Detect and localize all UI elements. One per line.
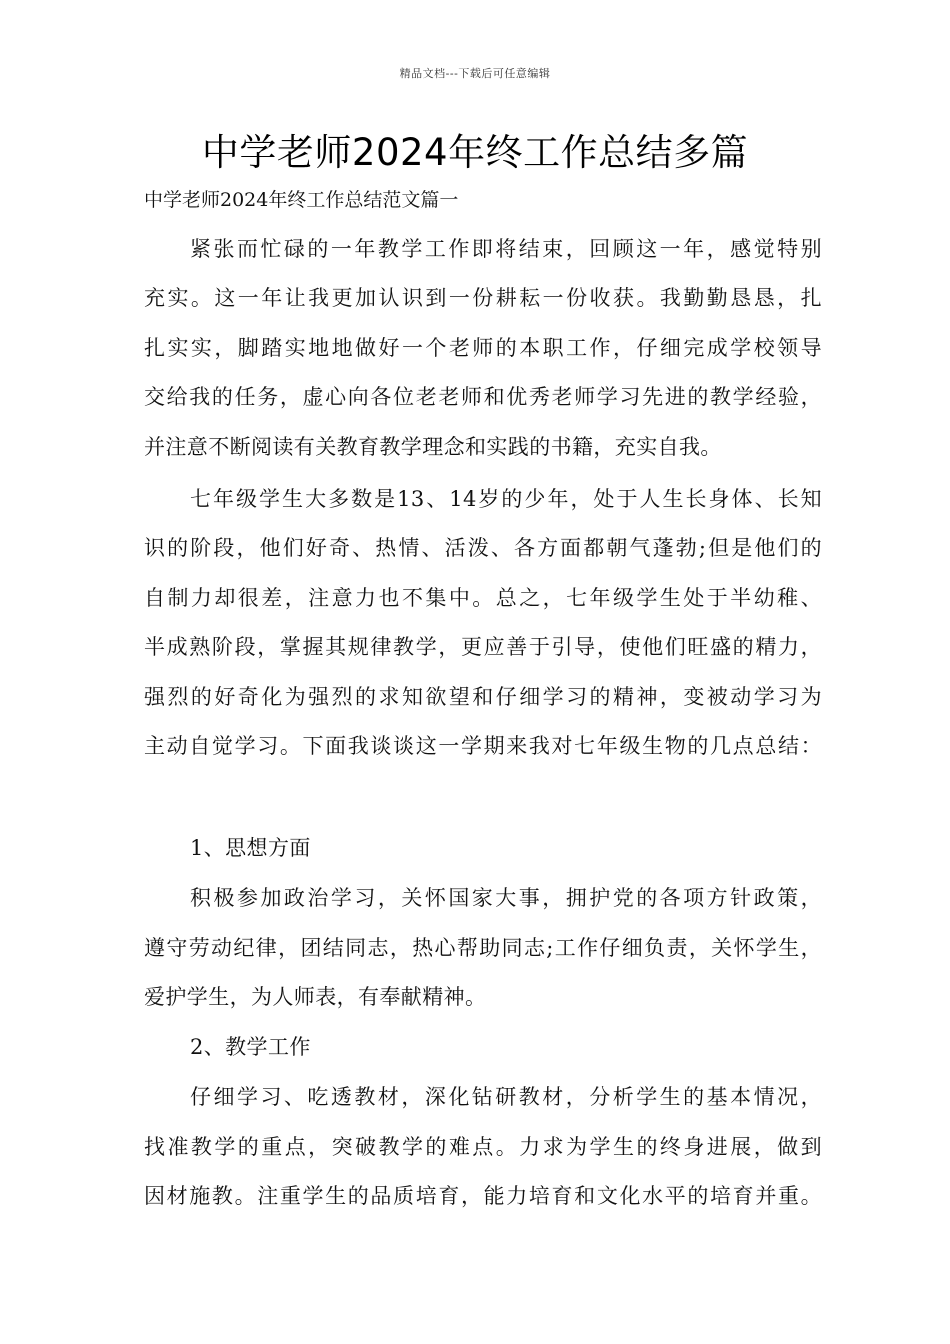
- paragraph-1-line-5: 并注意不断阅读有关教育教学理念和实践的书籍，充实自我。: [144, 435, 722, 459]
- paragraph-2-line-6: 主动自觉学习。下面我谈谈这一学期来我对七年级生物的几点总结：: [144, 734, 822, 758]
- header-note: 精品文档---下载后可任意编辑: [399, 67, 551, 80]
- section-subtitle: 中学老师2024年终工作总结范文篇一: [144, 189, 459, 211]
- paragraph-1-line-2: 充实。这一年让我更加认识到一份耕耘一份收获。我勤勤恳恳，扎: [144, 286, 822, 310]
- paragraph-4-line-3: 因材施教。注重学生的品质培育，能力培育和文化水平的培育并重。: [144, 1184, 822, 1208]
- paragraph-3-line-2: 遵守劳动纪律，团结同志，热心帮助同志;工作仔细负责，关怀学生，: [144, 936, 822, 960]
- section-heading-teaching: 2、教学工作: [190, 1035, 311, 1059]
- section-heading-thought: 1、思想方面: [190, 836, 311, 860]
- document-title: 中学老师2024年终工作总结多篇: [201, 131, 749, 174]
- paragraph-1-line-3: 扎实实，脚踏实地地做好一个老师的本职工作，仔细完成学校领导: [144, 336, 822, 360]
- paragraph-2-line-5: 强烈的好奇化为强烈的求知欲望和仔细学习的精神，变被动学习为: [144, 685, 822, 709]
- paragraph-4-line-1: 仔细学习、吃透教材，深化钻研教材，分析学生的基本情况，: [190, 1085, 822, 1109]
- paragraph-2-line-4: 半成熟阶段，掌握其规律教学，更应善于引导，使他们旺盛的精力，: [144, 635, 822, 659]
- paragraph-1-line-4: 交给我的任务，虚心向各位老老师和优秀老师学习先进的教学经验，: [144, 385, 822, 409]
- paragraph-2-line-3: 自制力却很差，注意力也不集中。总之，七年级学生处于半幼稚、: [144, 586, 822, 610]
- paragraph-1-line-1: 紧张而忙碌的一年教学工作即将结束，回顾这一年，感觉特别: [190, 237, 822, 261]
- paragraph-2-line-2: 识的阶段，他们好奇、热情、活泼、各方面都朝气蓬勃;但是他们的: [144, 536, 822, 560]
- paragraph-3-line-3: 爱护学生，为人师表，有奉献精神。: [144, 985, 487, 1009]
- paragraph-4-line-2: 找准教学的重点，突破教学的难点。力求为学生的终身进展，做到: [144, 1135, 822, 1159]
- paragraph-2-line-1: 七年级学生大多数是13、14岁的少年，处于人生长身体、长知: [190, 487, 822, 511]
- paragraph-3-line-1: 积极参加政治学习，关怀国家大事，拥护党的各项方针政策，: [190, 886, 822, 910]
